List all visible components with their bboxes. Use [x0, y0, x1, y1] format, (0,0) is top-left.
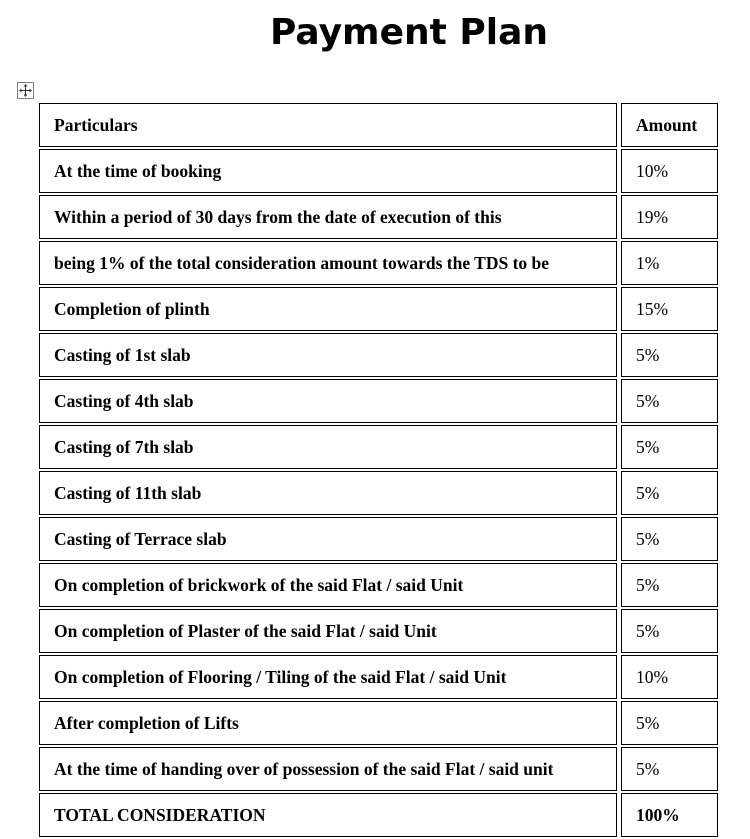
row-amount: 5% [621, 747, 718, 791]
move-arrows-icon [19, 84, 32, 97]
table-row [39, 609, 719, 653]
row-amount: 5% [621, 379, 718, 423]
row-amount: 5% [621, 563, 718, 607]
row-particulars: Casting of 4th slab [39, 379, 617, 423]
table-header-row [39, 103, 719, 147]
table-row [39, 517, 719, 561]
row-amount: 5% [621, 425, 718, 469]
row-amount: 10% [621, 149, 718, 193]
row-particulars: Within a period of 30 days from the date of execution of this [39, 195, 617, 239]
table-row [39, 287, 719, 331]
row-amount: 5% [621, 609, 718, 653]
row-particulars: Casting of 1st slab [39, 333, 617, 377]
table-row [39, 379, 719, 423]
payment-plan-table [39, 103, 719, 839]
table-row [39, 655, 719, 699]
row-particulars: On completion of Plaster of the said Flat / said Unit [39, 609, 617, 653]
page-title: Payment Plan [269, 12, 548, 53]
row-amount: 1% [621, 241, 718, 285]
row-particulars: On completion of Flooring / Tiling of the said Flat / said Unit [39, 655, 617, 699]
table-row [39, 471, 719, 515]
header-amount: Amount [621, 103, 718, 147]
row-particulars: Casting of 7th slab [39, 425, 617, 469]
table-row [39, 701, 719, 745]
table-row [39, 563, 719, 607]
row-particulars: At the time of booking [39, 149, 617, 193]
row-particulars: On completion of brickwork of the said Flat / said Unit [39, 563, 617, 607]
row-amount: 5% [621, 517, 718, 561]
row-amount: 15% [621, 287, 718, 331]
table-row [39, 333, 719, 377]
row-amount: 5% [621, 333, 718, 377]
row-particulars: Casting of 11th slab [39, 471, 617, 515]
total-particulars: TOTAL CONSIDERATION [39, 793, 617, 837]
table-row [39, 425, 719, 469]
table-move-handle[interactable] [17, 82, 34, 99]
row-amount: 5% [621, 701, 718, 745]
row-amount: 5% [621, 471, 718, 515]
row-amount: 19% [621, 195, 718, 239]
table-row [39, 241, 719, 285]
table-row [39, 195, 719, 239]
row-particulars: Casting of Terrace slab [39, 517, 617, 561]
row-amount: 10% [621, 655, 718, 699]
table-row [39, 149, 719, 193]
total-amount: 100% [621, 793, 718, 837]
table-total-row [39, 793, 719, 837]
row-particulars: being 1% of the total consideration amount towards the TDS to be [39, 241, 617, 285]
header-particulars: Particulars [39, 103, 617, 147]
table-row [39, 747, 719, 791]
row-particulars: After completion of Lifts [39, 701, 617, 745]
row-particulars: At the time of handing over of possession of the said Flat / said unit [39, 747, 617, 791]
row-particulars: Completion of plinth [39, 287, 617, 331]
